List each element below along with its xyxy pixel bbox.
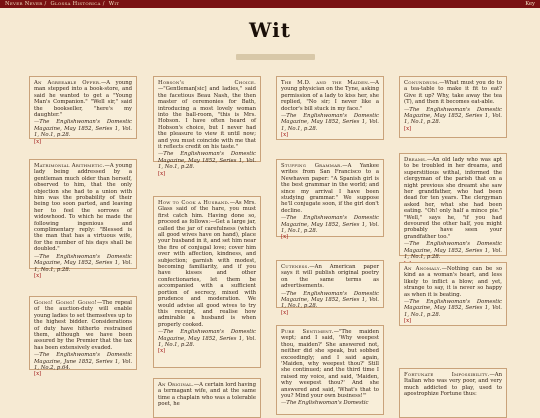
breadcrumb (5, 0, 121, 8)
quote-card (153, 76, 261, 177)
page-title: Wit (249, 18, 291, 42)
breadcrumb-separator: / (102, 1, 105, 7)
card-expand-link[interactable]: [x] (34, 272, 42, 279)
card-heading: Dreams. (404, 157, 427, 163)
card-expand-link[interactable]: [x] (281, 234, 289, 241)
quote-card (29, 296, 137, 378)
card-heading: An Anomaly. (404, 266, 442, 272)
card-body: —As Mrs. Glass said of the hare, you must first catch him. Having done so, proceed as follows:—Get a large jar, called the jar of carefulness (which all good wives have on hand), place your husband in it, and set him near the fire of conjugal love; cover him over with affection, kindness, and subjection; garnish with modest, becoming familiarity, and if you have kisses and other confectionaries, let them be accompanied with a sufficient portion of secrecy, mixed with prudence and moderation. We would advise all good wives to try this receipt, and realise how admirable a husband is when properly cooked. (158, 200, 256, 328)
card-body: —A Yankee writes from San Francisco to a Newhaven paper: "A Spanish girl is the best grammar in the world; and since my arrival I have been studying grammar." We suppose he'll conjugate soon, if the girl don't decline. (281, 163, 379, 214)
card-citation: —The Englishwoman's Domestic Magazine, May 1852, Series 1, Vol. 1, No.1, p.28. (34, 119, 132, 139)
breadcrumb-site-link[interactable]: Never Never (5, 1, 43, 7)
card-body: —An old lady who was apt to be troubled in her dreams, and superstitious withal, informed the clergyman of the parish that on a night previous she dreamt she saw her grandfather, who had been dead for ten years. The clergyman asked her, what she had been eating. "Oh! only half a mince pie." "Well," says he, "if you had devoured the other half, you might probably have seen your grandfather too." (404, 157, 502, 240)
card-expand-link[interactable]: [x] (281, 132, 289, 139)
card-body: —The repeal of the auction-duty will enable young ladies to set themselves up to the highest bidder. Considerations of duty have hitherto restrained them, although we have been assured by the Premier that the tax has been extensively evaded. (34, 300, 132, 351)
card-citation: —The Englishwoman's Domestic Magazine, June 1852, Series 1, Vol. 1, No.2, p.64. (34, 352, 132, 372)
card-expand-link[interactable]: [x] (404, 318, 412, 325)
card-body: —What must you do to a tea-table to make it fit to eat? Give it up? Why, take away the tea (T), and then it becomes eat-able. (404, 80, 502, 106)
card-heading: How to Cook a Husband. (158, 200, 230, 206)
card-heading: Conundrum. (404, 80, 440, 86)
card-body: —A young man stepped into a book-store, and said he wanted to get a "Young Man's Companion." "Well sir," said the bookseller, "here's my daughter." (34, 80, 133, 119)
quote-card (399, 153, 507, 261)
card-citation: —The Englishwoman's Domestic Magazine, May 1852, Series 1, Vol. 1, No.1, p.28. (404, 241, 502, 261)
card-expand-link[interactable]: [x] (34, 138, 42, 145)
card-body: —An American paper says it will publish original poetry on the same terms as advertisements. (281, 264, 379, 290)
quote-card (153, 378, 261, 418)
card-expand-link[interactable]: [x] (34, 371, 42, 378)
card-heading: An Original. (158, 382, 194, 388)
card-body: —"The maiden wept; and I said, 'Why weepest thou, maiden?' She answered not, neither did she speak, but sobbed exceedingly; and I said again, 'Maiden, why weepest thou?' Still she continued; and the third time I raised my voice, and said, 'Maiden, why weepest thou?' And she answered and said, 'What's that to you? Mind your own business!'" (281, 329, 379, 400)
card-body: —A certain lord having a termagant wife, and at the same time a chaplain who was a tolerable poet, he (158, 382, 256, 408)
card-heading: Going! Going! Going! (34, 300, 97, 306)
card-heading: An Agreeable Offer. (34, 80, 101, 86)
card-body: —A young physician on the Tyne, asking permission of a lady to kiss her, she replied, "No sir; I never like a doctor's bill stuck in my face." (281, 80, 379, 112)
search-input[interactable] (236, 54, 315, 60)
quote-card (399, 262, 507, 326)
card-citation: —The Englishwoman's Domestic Magazine, May 1852, Series 1, Vol. 1, No.1, p.28. (281, 113, 379, 132)
card-expand-link[interactable]: [x] (281, 309, 289, 316)
key-link[interactable]: Key (525, 1, 535, 7)
card-heading: Stuffing Grammar. (281, 163, 343, 169)
card-body: —"Gentleman[sic] and ladies," said the facetious Beau Nash, the then master of ceremonies for Bath, introducing a most lovely woman into the ball-room, "this is Mrs. Hobson. I have often heard of Hobson's choice, but I never had the pleasure to view it until now; and you must coincide with me that it reflects credit on his taste." (158, 86, 256, 151)
breadcrumb-section-link[interactable]: Glossa Historica (50, 1, 101, 7)
card-citation: —The Englishwoman's Domestic Magazine, May 1852, Series 1, Vol. 1, No.1, p.28. (281, 290, 379, 310)
quote-card (29, 159, 137, 279)
card-citation: —The Englishwoman's Domestic Magazine, May 1852, Series 1, Vol. 1, No.1, p.28. (158, 151, 256, 171)
card-citation: —The Englishwoman's Domestic Magazine, May 1852, Series 1, Vol. 1, No.1, p.28. (404, 299, 502, 318)
card-heading: The M.D. and the Maiden. (281, 80, 370, 86)
card-expand-link[interactable]: [x] (158, 348, 166, 355)
quote-card (29, 76, 137, 145)
quote-card (276, 76, 384, 140)
card-citation: —The Englishwoman's Domestic Magazine, May 1852, Series 1, Vol. 1, No.1, p.28. (281, 215, 379, 235)
card-heading: Pure Sentiment. (281, 329, 334, 335)
card-expand-link[interactable]: [x] (158, 170, 166, 177)
quote-card (276, 325, 384, 415)
quote-card (276, 159, 384, 241)
quote-card (399, 368, 507, 418)
card-citation: —The Englishwoman's Domestic (281, 400, 369, 407)
card-heading: Fortunate Impossibility. (404, 372, 490, 378)
card-heading: Cuteness. (281, 264, 310, 270)
card-body: —An Italian who was very poor, and very much addicted to play, used to apostrophize Fortune thus: (404, 372, 502, 398)
quote-card (276, 260, 384, 316)
card-citation: —The Englishwoman's Domestic Magazine, May 1852, Series 1, Vol. 1, No.1, p.28. (34, 253, 132, 273)
breadcrumb-current-page: Wit (108, 1, 120, 7)
card-citation: —The Englishwoman's Domestic Magazine, May 1852, Series 1, Vol. 1, No.1, p.28. (158, 329, 256, 348)
card-heading: Matrimonial Arithmetic. (34, 163, 105, 169)
quote-card (153, 196, 261, 368)
quote-card (399, 76, 507, 138)
card-citation: —The Englishwoman's Domestic Magazine, May 1852, Series 1, Vol. 1, No.1, p.28. (404, 106, 502, 126)
card-body: —Nothing can be so kind as a woman's heart, and less likely to inflict a blow; and yet, strange to say, it is never so happy as when it is beating. (404, 266, 502, 298)
card-heading: Hobson's Choice. (158, 80, 256, 86)
card-body: —A young lady being addressed by a gentleman much older than herself, observed to him, that the only objection she had to a union with him was the probability of their being too soon parted, and leaving her to feel the sorrows of widowhood. To which he made the following ingenious and complimentary reply: "Blessed is the man that has a virtuous wife, for the number of his days shall be doubled." (34, 163, 133, 253)
card-expand-link[interactable]: [x] (404, 125, 412, 132)
breadcrumb-separator: / (44, 1, 47, 7)
